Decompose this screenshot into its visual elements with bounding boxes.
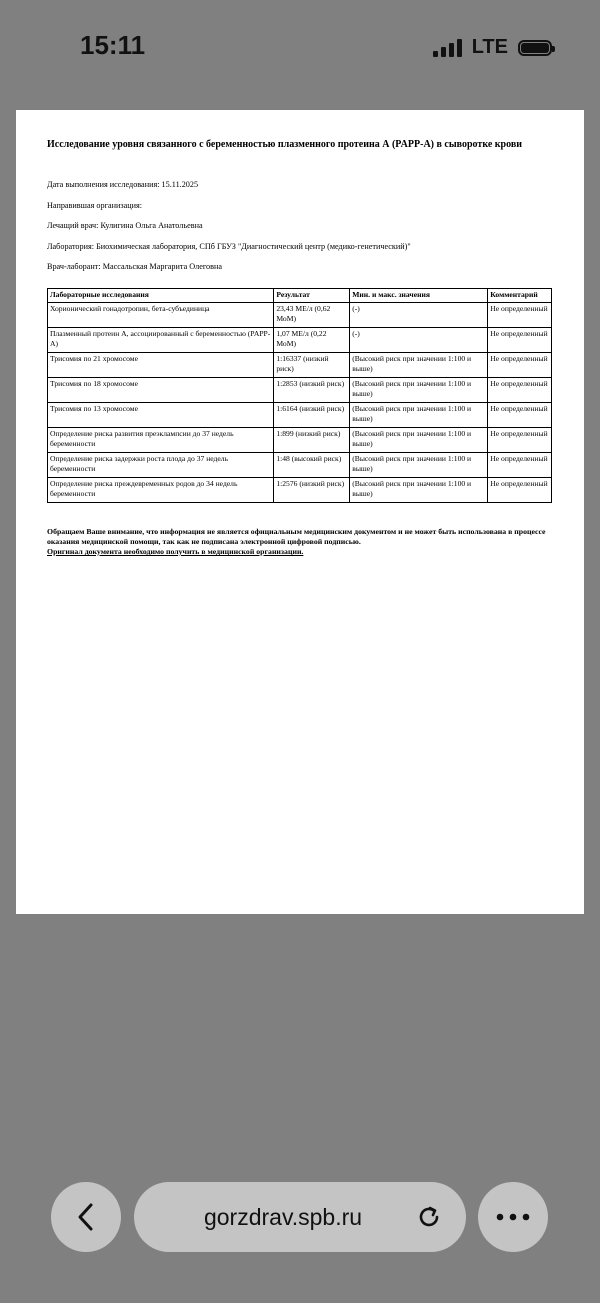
disclaimer-notice [47,527,552,557]
cell-result: 1:899 (низкий риск) [274,428,350,453]
cell-test-name: Трисомия по 18 хромосоме [48,378,274,403]
meta-date: Дата выполнения исследования: 15.11.2025 [47,180,199,189]
cell-test-name: Трисомия по 21 хромосоме [48,353,274,378]
status-time: 15:11 [80,30,146,60]
cell-range: (Высокий риск при значении 1:100 и выше) [350,353,488,378]
network-type: LTE [471,36,508,58]
cell-comment: Не определенный [488,453,552,478]
table-row [48,428,552,453]
cell-range: (Высокий риск при значении 1:100 и выше) [350,453,488,478]
cell-range: (Высокий риск при значении 1:100 и выше) [350,403,488,428]
cell-comment: Не определенный [488,303,552,328]
table-header-row [48,289,552,303]
cell-comment: Не определенный [488,478,552,503]
battery-icon [518,40,552,56]
more-button[interactable] [478,1182,548,1252]
header-result: Результат [274,289,350,303]
table-row [48,478,552,503]
status-indicators [433,36,552,59]
table-row [48,303,552,328]
cell-test-name: Хорионический гонадотропин, бета-субъединица [48,303,274,328]
cell-result: 1:2576 (низкий риск) [274,478,350,503]
meta-referring-org: Направившая организация: [47,200,143,210]
cell-comment: Не определенный [488,328,552,353]
cell-comment: Не определенный [488,428,552,453]
cell-comment: Не определенный [488,353,552,378]
table-row [48,378,552,403]
address-bar[interactable] [134,1182,466,1252]
disclaimer-text: Обращаем Ваше внимание, что информация не является официальным медицинским документом и не может быть использована в процессе оказания медицинской помощи, так как не подписана электронной цифровой подписью. [47,527,546,546]
disclaimer-underlined: Оригинал документа необходимо получить в медицинской организации. [47,547,304,556]
table-row [48,353,552,378]
cell-test-name: Определение риска задержки роста плода до 37 недель беременности [48,453,274,478]
ellipsis-icon [496,1213,530,1221]
signal-icon [433,39,462,57]
header-tests: Лабораторные исследования [48,289,274,303]
table-row [48,403,552,428]
meta-attending-doctor: Лечащий врач: Кулигина Ольга Анатольевна [47,221,203,230]
results-table [47,288,552,503]
reload-icon[interactable] [416,1204,442,1230]
cell-result: 1:48 (высокий риск) [274,453,350,478]
meta-lab-doctor: Врач-лаборант: Массальская Маргарита Олеговна [47,262,223,271]
back-button[interactable] [51,1182,121,1252]
cell-comment: Не определенный [488,378,552,403]
header-range: Мин. и макс. значения [350,289,488,303]
url-text: gorzdrav.spb.ru [203,1204,363,1230]
cell-result: 1,07 МЕ/л (0,22 МоМ) [274,328,350,353]
cell-range: (Высокий риск при значении 1:100 и выше) [350,378,488,403]
cell-test-name: Плазменный протеин А, ассоциированный с беременностью (PAPP-A) [48,328,274,353]
cell-comment: Не определенный [488,403,552,428]
cell-range: (-) [350,328,488,353]
cell-result: 1:2853 (низкий риск) [274,378,350,403]
table-body [48,303,552,503]
status-bar [0,0,600,100]
meta-laboratory: Лаборатория: Биохимическая лаборатория, СПб ГБУЗ "Диагностический центр (медико-генетический)" [47,241,411,251]
table-row [48,453,552,478]
cell-result: 23,43 МЕ/л (0,62 МоМ) [274,303,350,328]
cell-test-name: Определение риска преждевременных родов до 34 недель беременности [48,478,274,503]
cell-test-name: Определение риска развития преэклампсии до 37 недель беременности [48,428,274,453]
cell-range: (Высокий риск при значении 1:100 и выше) [350,428,488,453]
cell-range: (Высокий риск при значении 1:100 и выше) [350,478,488,503]
document-title: Исследование уровня связанного с беременностью плазменного протеина А (PAPP-A) в сыворотке крови [47,139,523,150]
table-row [48,328,552,353]
header-comment: Комментарий [488,289,552,303]
document-page [16,110,584,914]
cell-test-name: Трисомия по 13 хромосоме [48,403,274,428]
cell-result: 1:16337 (низкий риск) [274,353,350,378]
cell-result: 1:6164 (низкий риск) [274,403,350,428]
cell-range: (-) [350,303,488,328]
chevron-left-icon [75,1202,97,1232]
